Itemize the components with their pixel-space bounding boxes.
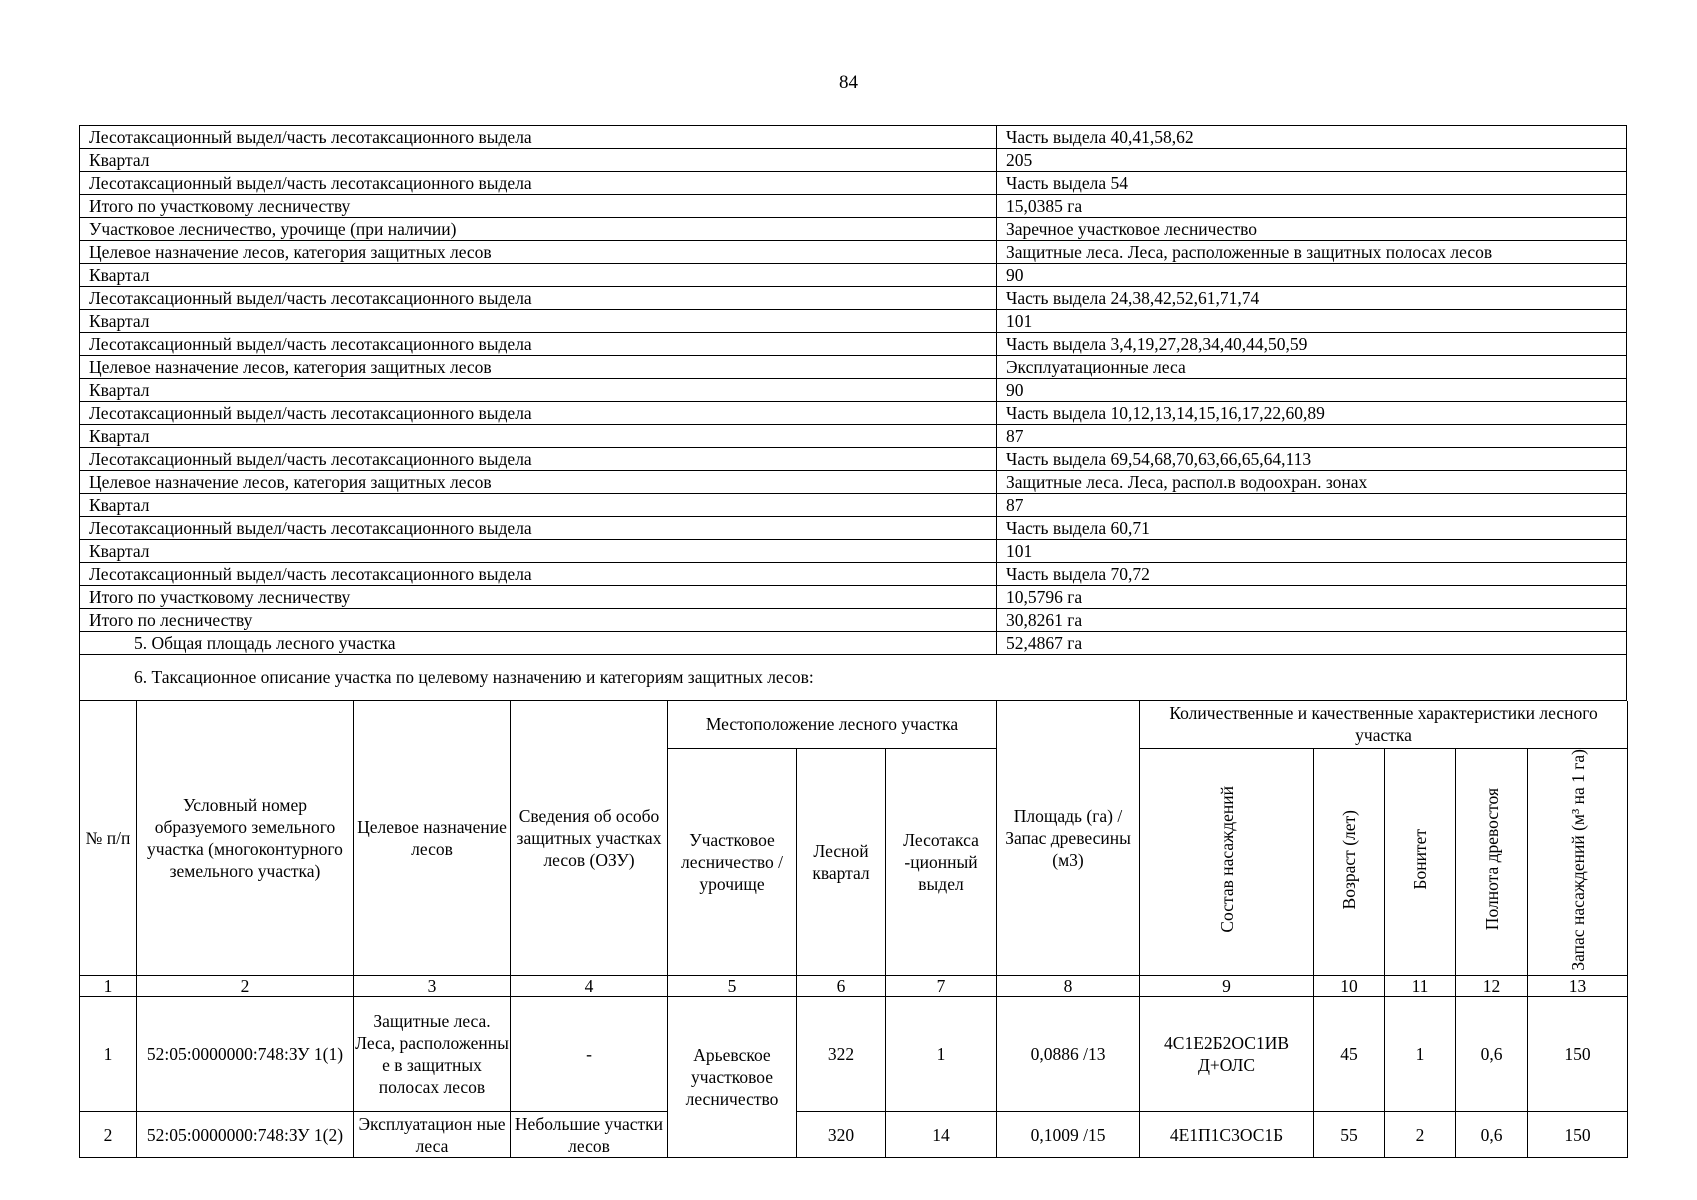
row-purpose: Эксплуатацион ные леса — [354, 1112, 511, 1158]
row-area: 0,0886 /13 — [997, 997, 1140, 1112]
column-number: 13 — [1528, 976, 1628, 997]
summary-row-value: Эксплуатационные леса — [997, 356, 1627, 379]
header-stock: Запас насаждений (м³ на 1 га) — [1528, 748, 1628, 976]
summary-row — [80, 287, 1627, 310]
row-age: 45 — [1314, 997, 1385, 1112]
summary-row-value: 52,4867 га — [997, 632, 1627, 655]
table-row — [80, 997, 1628, 1112]
summary-row — [80, 241, 1627, 264]
summary-row — [80, 494, 1627, 517]
summary-row — [80, 126, 1627, 149]
summary-row-value: Часть выдела 60,71 — [997, 517, 1627, 540]
summary-row — [80, 310, 1627, 333]
summary-row-label: Итого по участковому лесничеству — [80, 586, 997, 609]
summary-row — [80, 333, 1627, 356]
header-composition: Состав насаждений — [1140, 748, 1314, 976]
header-location: Местоположение лесного участка — [668, 701, 997, 748]
summary-row-value: Часть выдела 54 — [997, 172, 1627, 195]
row-bonitet: 1 — [1385, 997, 1456, 1112]
column-number: 3 — [354, 976, 511, 997]
summary-row-label: Итого по участковому лесничеству — [80, 195, 997, 218]
header-density: Полнота древостоя — [1456, 748, 1528, 976]
summary-row-label: Целевое назначение лесов, категория защитных лесов — [80, 356, 997, 379]
row-stock: 150 — [1528, 1112, 1628, 1158]
table-row — [80, 1112, 1628, 1158]
header-ozu: Сведения об особо защитных участках лесов (ОЗУ) — [511, 701, 668, 976]
header-cond-number: Условный номер образуемого земельного участка (многоконтурного земельного участка) — [137, 701, 354, 976]
summary-row-label: Лесотаксационный выдел/часть лесотаксационного выдела — [80, 448, 997, 471]
header-vydel: Лесотакса -ционный выдел — [886, 748, 997, 976]
row-density: 0,6 — [1456, 1112, 1528, 1158]
summary-row — [80, 471, 1627, 494]
summary-row-label: Лесотаксационный выдел/часть лесотаксационного выдела — [80, 333, 997, 356]
summary-row-value: Защитные леса. Леса, распол.в водоохран. зонах — [997, 471, 1627, 494]
row-bonitet: 2 — [1385, 1112, 1456, 1158]
summary-row-label: Участковое лесничество, урочище (при наличии) — [80, 218, 997, 241]
summary-row-label: Квартал — [80, 425, 997, 448]
header-bonitet: Бонитет — [1385, 748, 1456, 976]
column-number: 1 — [80, 976, 137, 997]
summary-row-label: Квартал — [80, 264, 997, 287]
row-composition: 4Е1П1С3ОС1Б — [1140, 1112, 1314, 1158]
column-number: 5 — [668, 976, 797, 997]
summary-row-value: 101 — [997, 540, 1627, 563]
summary-row — [80, 448, 1627, 471]
summary-row-label: Лесотаксационный выдел/часть лесотаксационного выдела — [80, 126, 997, 149]
summary-row-label: Лесотаксационный выдел/часть лесотаксационного выдела — [80, 563, 997, 586]
summary-row-value: Часть выдела 40,41,58,62 — [997, 126, 1627, 149]
summary-row — [80, 379, 1627, 402]
row-vydel: 1 — [886, 997, 997, 1112]
row-cond-number: 52:05:0000000:748:ЗУ 1(1) — [137, 997, 354, 1112]
summary-row-value: Заречное участковое лесничество — [997, 218, 1627, 241]
summary-row-value: 101 — [997, 310, 1627, 333]
summary-row — [80, 586, 1627, 609]
summary-row-label: Квартал — [80, 310, 997, 333]
summary-row — [80, 264, 1627, 287]
section-6-title: 6. Таксационное описание участка по целевому назначению и категориям защитных лесов: — [79, 655, 1627, 701]
summary-row-value: 10,5796 га — [997, 586, 1627, 609]
summary-row — [80, 540, 1627, 563]
summary-row — [80, 632, 1627, 655]
column-number: 8 — [997, 976, 1140, 997]
header-characteristics: Количественные и качественные характеристики лесного участка — [1140, 701, 1628, 748]
column-number: 9 — [1140, 976, 1314, 997]
column-number-row — [80, 976, 1628, 997]
summary-row — [80, 218, 1627, 241]
row-stock: 150 — [1528, 997, 1628, 1112]
row-ozu: - — [511, 997, 668, 1112]
summary-row-label: Квартал — [80, 540, 997, 563]
summary-row — [80, 517, 1627, 540]
summary-row — [80, 563, 1627, 586]
summary-row — [80, 356, 1627, 379]
summary-row-value: 90 — [997, 379, 1627, 402]
summary-row-label: Целевое назначение лесов, категория защитных лесов — [80, 241, 997, 264]
row-cond-number: 52:05:0000000:748:ЗУ 1(2) — [137, 1112, 354, 1158]
summary-row-value: Часть выдела 70,72 — [997, 563, 1627, 586]
header-quarter: Лесной квартал — [797, 748, 886, 976]
document-frame — [79, 125, 1627, 1158]
summary-row-value: 90 — [997, 264, 1627, 287]
summary-row-label: Квартал — [80, 149, 997, 172]
column-number: 10 — [1314, 976, 1385, 997]
summary-row — [80, 425, 1627, 448]
summary-row-label: Квартал — [80, 494, 997, 517]
summary-row-value: Часть выдела 10,12,13,14,15,16,17,22,60,89 — [997, 402, 1627, 425]
summary-row — [80, 195, 1627, 218]
summary-row-value: 205 — [997, 149, 1627, 172]
row-num: 1 — [80, 997, 137, 1112]
summary-row-label: Квартал — [80, 379, 997, 402]
row-purpose: Защитные леса. Леса, расположенны е в защитных полосах лесов — [354, 997, 511, 1112]
summary-row-label: Целевое назначение лесов, категория защитных лесов — [80, 471, 997, 494]
column-number: 12 — [1456, 976, 1528, 997]
summary-row-label: 5. Общая площадь лесного участка — [80, 632, 997, 655]
header-num: № п/п — [80, 701, 137, 976]
row-area: 0,1009 /15 — [997, 1112, 1140, 1158]
header-forestry: Участковое лесничество / урочище — [668, 748, 797, 976]
taxation-description-table — [79, 701, 1628, 1158]
summary-row-value: Часть выдела 3,4,19,27,28,34,40,44,50,59 — [997, 333, 1627, 356]
column-number: 4 — [511, 976, 668, 997]
row-vydel: 14 — [886, 1112, 997, 1158]
summary-row-label: Итого по лесничеству — [80, 609, 997, 632]
column-number: 2 — [137, 976, 354, 997]
forest-plot-summary-table — [79, 125, 1627, 655]
header-purpose: Целевое назначение лесов — [354, 701, 511, 976]
header-age: Возраст (лет) — [1314, 748, 1385, 976]
row-ozu: Небольшие участки лесов — [511, 1112, 668, 1158]
row-age: 55 — [1314, 1112, 1385, 1158]
page-number: 84 — [839, 72, 858, 93]
row-forestry: Арьевское участковое лесничество — [668, 997, 797, 1158]
row-composition: 4С1Е2Б2ОС1ИВ Д+ОЛС — [1140, 997, 1314, 1112]
summary-row-value: 30,8261 га — [997, 609, 1627, 632]
summary-row — [80, 172, 1627, 195]
summary-row-value: 15,0385 га — [997, 195, 1627, 218]
summary-row — [80, 609, 1627, 632]
summary-row-value: 87 — [997, 494, 1627, 517]
header-area: Площадь (га) / Запас древесины (м3) — [997, 701, 1140, 976]
summary-row-label: Лесотаксационный выдел/часть лесотаксационного выдела — [80, 517, 997, 540]
row-quarter: 322 — [797, 997, 886, 1112]
summary-row-value: 87 — [997, 425, 1627, 448]
summary-row — [80, 149, 1627, 172]
summary-row-value: Часть выдела 24,38,42,52,61,71,74 — [997, 287, 1627, 310]
column-number: 6 — [797, 976, 886, 997]
summary-row-value: Защитные леса. Леса, расположенные в защитных полосах лесов — [997, 241, 1627, 264]
summary-row-label: Лесотаксационный выдел/часть лесотаксационного выдела — [80, 172, 997, 195]
summary-row-value: Часть выдела 69,54,68,70,63,66,65,64,113 — [997, 448, 1627, 471]
row-num: 2 — [80, 1112, 137, 1158]
summary-row-label: Лесотаксационный выдел/часть лесотаксационного выдела — [80, 287, 997, 310]
summary-row — [80, 402, 1627, 425]
summary-row-label: Лесотаксационный выдел/часть лесотаксационного выдела — [80, 402, 997, 425]
column-number: 11 — [1385, 976, 1456, 997]
row-density: 0,6 — [1456, 997, 1528, 1112]
row-quarter: 320 — [797, 1112, 886, 1158]
column-number: 7 — [886, 976, 997, 997]
